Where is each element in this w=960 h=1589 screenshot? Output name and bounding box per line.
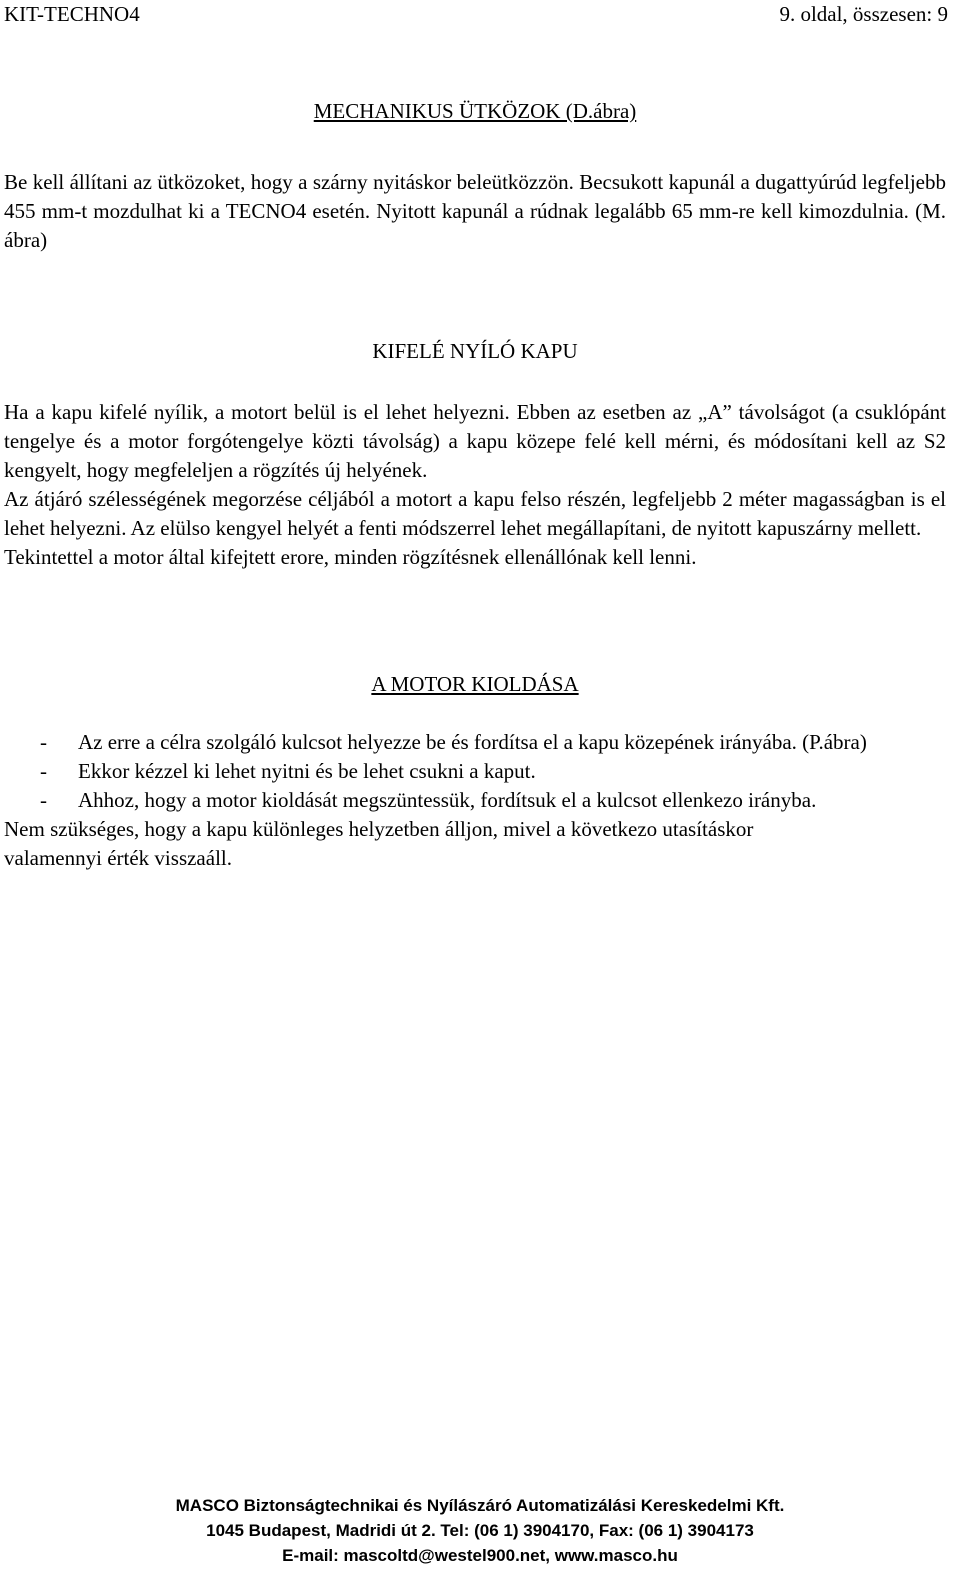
list-item: - Ekkor kézzel ki lehet nyitni és be lehet csukni a kaput. [40,759,536,783]
section-kifele-body [4,398,946,572]
list-item: - Az erre a célra szolgáló kulcsot helyezze be és fordítsa el a kapu közepének irányába. (P.ábra) [40,730,867,754]
page-header [4,0,948,30]
section-heading-kifele: KIFELÉ NYÍLÓ KAPU [372,339,578,363]
paragraph-kifele-3: Tekintettel a motor által kifejtett erore, minden rögzítésnek ellenállónak kell lenni. [4,545,697,569]
page-footer [0,1493,960,1568]
footer-contact: E-mail: mascoltd@westel900.net, www.masco.hu [282,1546,678,1565]
paragraph-mechanikus: Be kell állítani az ütközoket, hogy a szárny nyitáskor beleütközzön. Becsukott kapunál a dugattyúrúd legfeljebb 455 mm-t mozdulhat ki a TECNO4 esetén. Nyitott kapunál a rúdnak legalább 65 mm-re kell kimozdulnia. (M. ábra) [4,170,946,252]
footer-address: 1045 Budapest, Madridi út 2. Tel: (06 1) 3904170, Fax: (06 1) 3904173 [206,1521,754,1540]
section-heading-mechanikus: MECHANIKUS ÜTKÖZOK (D.ábra) [313,99,637,123]
document-title: KIT-TECHNO4 [4,2,140,26]
bullet-list-kioldas [4,728,946,873]
closing-line-1: Nem szükséges, hogy a kapu különleges helyzetben álljon, mivel a következo utasításkor [4,817,754,841]
paragraph-kifele-1: Ha a kapu kifelé nyílik, a motort belül is el lehet helyezni. Ebben az esetben az „A” távolságot (a csuklópánt tengelye és a motor forgótengelye közti távolság) a kapu közepe felé kell mérni, és módosítani kell az S2 kengyelt, hogy megfeleljen a rögzítés új helyének. [4,400,946,482]
footer-company: MASCO Biztonságtechnikai és Nyílászáró Automatizálási Kereskedelmi Kft. [175,1496,785,1515]
page-number: 9. oldal, összesen: 9 [779,2,948,26]
section-heading-kioldas: A MOTOR KIOLDÁSA [371,672,579,696]
list-item: - Ahhoz, hogy a motor kioldását megszüntessük, fordítsuk el a kulcsot ellenkezo irányba. [40,788,817,812]
closing-line-2: valamennyi érték visszaáll. [4,846,232,870]
paragraph-kifele-2: Az átjáró szélességének megorzése céljából a motort a kapu felso részén, legfeljebb 2 méter magasságban is el lehet helyezni. Az elülso kengyel helyét a fenti módszerrel lehet megállapítani, de nyitott kapuszárny mellett. [4,487,946,540]
